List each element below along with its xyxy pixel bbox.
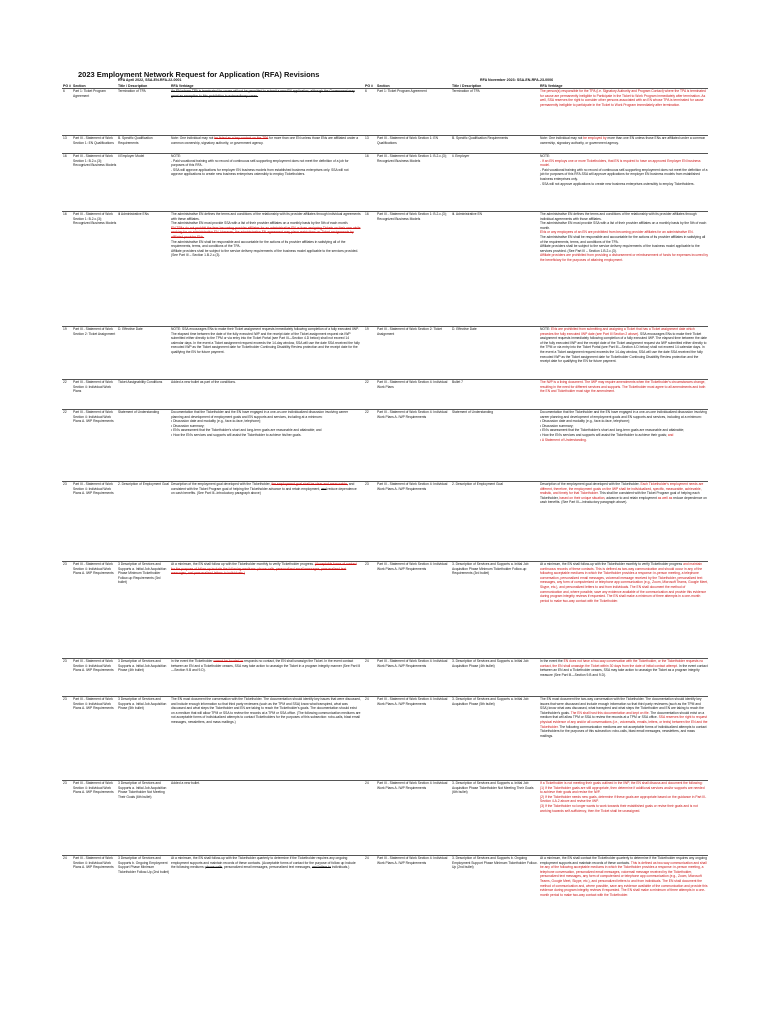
right-title: 3. Description of Services and Supports a. Initial Job Acquisition Phase Minimum Ticketholder Follow-up Requirements (3rd bullet) bbox=[452, 562, 529, 576]
verbiage-segment: and letters to bbox=[311, 865, 331, 870]
verbiage-segment: - Paid vocational training with no record of continuous self-supporting employment does not meet the definition of a job for purposes of this RFA.SSA will approve applications for employer EN business models from established business enterprises only. - SSA will not approve applications to create new business enterprises ostensibly to employ Ticketholders. bbox=[540, 167, 708, 186]
verbiage-segment: NOTE: bbox=[540, 154, 551, 158]
left-title: 3 Description of Services and Supports a. Initial Job Acquisition Phase Ticketholder Not Meeting Their Goals (6th bullet) bbox=[118, 781, 167, 799]
left-section: Part III - Statement of Work Section 4: Individual Work Plans A. IWP Requirements bbox=[73, 856, 114, 870]
right-verbiage bbox=[540, 856, 708, 956]
left-title: 3 Description of Services and Supports a. Initial Job Acquisition Phase (4th bullet) bbox=[118, 659, 167, 673]
col-section-left: Section bbox=[73, 84, 86, 88]
right-verbiage bbox=[540, 154, 708, 208]
table-row bbox=[62, 410, 708, 478]
left-title: iii Administrative ENs bbox=[118, 212, 149, 216]
table-row bbox=[62, 154, 708, 208]
col-verbiage-left: RFA Verbiage bbox=[171, 84, 194, 88]
right-section: Part III - Statement of Work Section 1: B.2.c.(3); Recognized Business Models bbox=[377, 212, 447, 221]
row-divider bbox=[62, 696, 708, 697]
left-title: 3 Description of Services and Supports a. Initial Job Acquisition Phase Minimum Ticketholder Follow-up Requirements (3rd bullet) bbox=[118, 562, 167, 585]
verbiage-segment: The person(s) responsible for the TPA (i.e. Signatory Authority and Program Contact) where the TPA is terminated for cause are permanently ineligible to Participate in the Ticket to Work Program immediately after termination. As well, SSA reserves the right to consider other persons associated with an EN whose TPA is terminated for cause permanently ineligible to participate in the Ticket to Work Program immediately after termination. bbox=[540, 89, 706, 107]
right-page-number bbox=[365, 781, 375, 852]
left-section: Part III - Statement of Work Section 1: B.2.c.(3); Recognized Business Models bbox=[73, 154, 117, 168]
left-title: 3 Description of Services and Supports b. Ongoing Employment Support Phase Minimum Ticketholder Follow-Up (2nd bullet) bbox=[118, 856, 170, 874]
verbiage-segment: The administrative EN defines the terms and conditions of the relationship with its provider affiliates through individual agreements with these affiliates. The administrative EN must provide SSA with a list of their provider affiliates on a monthly basis by the 5th of each month. bbox=[171, 212, 361, 226]
right-section: Part III - Statement of Work Section 1: EN Qualifications bbox=[377, 136, 438, 145]
right-verbiage bbox=[540, 89, 708, 132]
right-verbiage bbox=[540, 659, 708, 693]
col-verbiage-right: RFA Verbiage bbox=[540, 84, 563, 88]
right-page-number: 23 bbox=[365, 562, 369, 566]
verbiage-segment: The administrative EN shall be responsible and accountable for the actions of its provider affiliates in satisfying all of the requirements, terms, and conditions of the TPA. Affiliate providers shall be subject to the service delivery requirements of the business model applicable to the services provided. (See Part III – Section 1.B.2.c.(3). bbox=[540, 234, 706, 253]
row-divider bbox=[62, 481, 708, 482]
right-section: Part III - Statement of Work Section 4: Individual Work Plans A. IWP Requirements bbox=[377, 482, 448, 491]
verbiage-segment: An EN whose TPA is terminated for cause will not be permitted to submit a new EN application, although the Government may grant an exception to this prohibition in extraordinary cases. bbox=[171, 89, 355, 98]
right-page-number: 19 bbox=[365, 327, 369, 331]
document-title: 2023 Employment Network Request for Application (RFA) Revisions bbox=[78, 70, 320, 79]
verbiage-segment: Description of the employment goal developed with the Ticketholder, bbox=[171, 482, 272, 486]
left-section: Part 1: Ticket Program Agreement bbox=[73, 89, 106, 98]
left-verbiage bbox=[171, 154, 361, 208]
left-page-number: 16 bbox=[63, 212, 67, 216]
verbiage-segment: and bbox=[321, 486, 327, 491]
verbiage-segment: reduce dependence on cash benefits. (See Part III--introductory paragraph above) bbox=[171, 486, 357, 496]
right-title: Statement of Understanding bbox=[452, 410, 494, 414]
verbiage-segment: and consistent with the Ticket Program goal of helping the Ticketholder advance to and retain employment, bbox=[171, 482, 355, 491]
table-row bbox=[62, 697, 708, 777]
right-section: Part III - Statement of Work Section 2: Ticket Assignment bbox=[377, 327, 442, 336]
right-section: Part III - Statement of Work Section 4: Individual Work Plans A. IWP Requirements bbox=[377, 562, 448, 571]
right-verbiage bbox=[540, 327, 708, 376]
left-verbiage bbox=[171, 781, 361, 852]
verbiage-segment: more than one EN unless those ENs are affiliated under a common ownership, signatory authority, or government agency. bbox=[540, 136, 706, 145]
left-title: Ticket Assignability Conditions bbox=[118, 380, 163, 384]
right-title: 3. Description of Services and Supports a. Initial Job Acquisition Phase Ticketholder Not Meeting Their Goals (6th bullet) bbox=[452, 781, 534, 795]
left-verbiage bbox=[171, 697, 361, 777]
left-verbiage bbox=[171, 410, 361, 478]
left-verbiage bbox=[171, 89, 361, 132]
row-divider bbox=[62, 855, 708, 856]
right-title: Termination of TPA bbox=[452, 89, 480, 93]
table-row bbox=[62, 482, 708, 558]
verbiage-segment: At a minimum, the EN shall follow up with the Ticketholder monthly to verify Ticketholder progress. bbox=[171, 562, 315, 566]
verbiage-segment: The following communication mediums are not acceptable forms of individualized attempts to contact Ticketholders for the purposes of this subsection: robo-calls, blast email messages, newsletters, and mass mailings. bbox=[540, 724, 707, 738]
left-section: Part III - Statement of Work Section 4: Individual Work Plans A. IWP Requirements bbox=[73, 482, 114, 496]
right-page-number: 22 bbox=[365, 410, 369, 414]
row-divider bbox=[62, 409, 708, 410]
right-section: Part III - Statement of Work Section 4: Individual Work Plans A. IWP Requirements bbox=[377, 856, 448, 865]
right-section: Part III - Statement of Work Section 4: Individual Work Plans A. IWP Requirements bbox=[377, 410, 448, 419]
verbiage-segment: EN TPAs do not prohibit the fees becoming provider affiliates for an administrative EN or from assigning Tickets on their own while working for an administrative EN. However, the administrative EN agreement may place restrictions on Ticket assignments by affiliated provider ENs. bbox=[171, 225, 361, 239]
right-title: D. Effective Date bbox=[452, 327, 477, 331]
left-page-number: 22 bbox=[63, 380, 67, 384]
verbiage-segment: EN does not have a two-way conversation with the Ticketholder, or the Ticketholder requests no contact, the EN shall unassign the Ticket bbox=[540, 659, 704, 668]
verbiage-segment: based on their unique situation, bbox=[559, 495, 606, 500]
verbiage-segment: The EN must document the conversation with the Ticketholder. The documentation should identify key issues that were discussed, and include enough information so that third party reviewers (such as the TPM and SSA) know what transpired, what was discussed and what steps the Ticketholder and EN are taking to reach the Ticketholder's goals. The documentation should exist on a medium that will allow TPM or SSA to review the records at a TPM or SSA office. (The following communication mediums are not acceptable forms of individualized attempts to contact Ticketholders for the purposes of this subsection: robo-calls, blast email messages, newsletters, and mass mailings.) bbox=[171, 697, 361, 724]
left-section: Part III - Statement of Work Section 4: Individual Work Plans A. IWP Requirements bbox=[73, 410, 114, 424]
verbiage-segment: The EN shall host this documentation and kept on file. bbox=[570, 710, 650, 715]
left-title: 2. Description of Employment Goal bbox=[118, 482, 169, 486]
left-verbiage bbox=[171, 659, 361, 693]
verbiage-segment: NOTE: - Paid vocational training with no record of continuous self-supporting employment does not meet the definition of a job for purposes of this RFA. - SSA will approve applications for employer EN business models from established business enterprises only. SSA will not approve applications to create new business enterprises ostensibly to employ Ticketholders. bbox=[171, 154, 349, 177]
col-pg-left: PG # bbox=[63, 84, 71, 88]
left-page-number: 23 bbox=[63, 562, 67, 566]
verbiage-segment: In the event the Ticketholder bbox=[171, 659, 214, 663]
left-title: Statement of Understanding bbox=[118, 410, 160, 414]
right-verbiage bbox=[540, 380, 708, 406]
verbiage-segment: This shall be consistent with the Ticket Program goal of helping each Ticketholder, bbox=[540, 491, 700, 500]
left-page-number: 22 bbox=[63, 410, 67, 414]
left-verbiage bbox=[171, 562, 361, 655]
right-page-number: 23 bbox=[365, 482, 369, 486]
verbiage-segment: The administrative EN shall be responsible and accountable for the actions of its provider affiliates in satisfying all of the requirements, terms, and conditions of the TPA. Affiliate providers shall be subject to the service delivery requirements of the business model applicable to the services provided. (See Part III – Section 1.B.2.c.(3). bbox=[171, 239, 359, 258]
verbiage-segment: At a minimum, the EN shall contact the Ticketholder quarterly to determine if the Ticketholder requires any ongoing employment supports and maintain records of these contacts. bbox=[540, 856, 707, 865]
row-divider bbox=[62, 135, 708, 136]
verbiage-segment: ENs or any employees of an EN are prohibited from becoming provider affiliates for an administrative EN. bbox=[540, 230, 694, 235]
right-title: B. Specific Qualification Requirements bbox=[452, 136, 509, 140]
verbiage-segment: Note: One individual may not bbox=[540, 136, 584, 140]
left-title: 3 Description of Services and Supports a. Initial Job Acquisition Phase (5th bullet) bbox=[118, 697, 167, 711]
verbiage-segment: the employment goal shall be clear and measurable, bbox=[271, 482, 348, 486]
right-page-number: 24 bbox=[365, 659, 369, 663]
right-section: Part III - Statement of Work Section 1: B.2.c.(3); Recognized Business Models bbox=[377, 154, 447, 163]
verbiage-segment: The administrative EN defines the terms and conditions of the relationship with its provider affiliates through individual agreements with those affiliates. The administrative EN must provide SSA with a list of their provider affiliates on a monthly basis by the 5th of each month. bbox=[540, 212, 707, 230]
right-title: Bullet 7 bbox=[452, 380, 463, 384]
verbiage-segment: individuals.) bbox=[331, 865, 350, 870]
left-page-number: 23 bbox=[63, 781, 67, 785]
table-row bbox=[62, 327, 708, 376]
verbiage-segment: If a Ticketholder is not meeting their goals outlined in the IWP, the EN shall discuss and document the following: (1) If the Ticketholder goals are still appropriate, then determine if additional services and/or supports are needed to achieve their goals and revise the IWP. (2) If the Ticketholder needs new goals, determine if these goals are appropriate based on the guidance in Part III-Section 4.A.2 above and revise the IWP. (3) If the Ticketholder no longer wants to work towards their established goals or revise their goals and is not working towards self-sufficiency, then the Ticket shall be unassigned. bbox=[540, 781, 707, 813]
left-page-number: 23 bbox=[63, 697, 67, 701]
verbiage-segment: NOTE: bbox=[540, 327, 551, 331]
left-page-number: 16 bbox=[63, 154, 67, 158]
right-section bbox=[377, 781, 451, 852]
left-section: Part III - Statement of Work Section 4: Individual Work Plans bbox=[73, 380, 113, 394]
verbiage-segment: advance to and retain employment bbox=[605, 495, 658, 500]
left-verbiage bbox=[171, 380, 361, 406]
left-section: Part III - Statement of Work Section 1: B.2.c.(3); Recognized Business Models bbox=[73, 212, 117, 226]
row-divider bbox=[62, 658, 708, 659]
verbiage-segment: This is defined as two-way communication and shall be any of the following acceptable mediums in which the Ticketholder provides a response: in-person meeting, a telephone conversation, personalized email messages, voicemail message received by the Ticketholder, personalized text messages, any form of computerized or telephone app communication (e.g., Zoom, Microsoft Teams, Google Meet, Skype, etc.), and personalized letters to and from individuals. The EN shall document the method of communication and, where possible, save any evidence available of the communication and provide this evidence during program integrity reviews if requested. The EN shall make a minimum of three attempts in a one-month period to make two-way contact with the Ticketholder. bbox=[540, 860, 708, 897]
table-row bbox=[62, 856, 708, 956]
left-verbiage bbox=[171, 327, 361, 376]
right-title: ii. Employer bbox=[452, 154, 470, 158]
verbiage-segment: within 30 days from the date of initial contact attempt. bbox=[600, 663, 678, 668]
verbiage-segment: Note: One individual may not bbox=[171, 136, 215, 140]
left-title: D. Effective Date bbox=[118, 327, 143, 331]
left-page-number: 6 bbox=[63, 89, 65, 93]
verbiage-segment: Documentation that the Ticketholder and the EN have engaged in a one-on-one individualized discussion involving career planning and development of employment goals and EN supports and services, including at a minimum: • Discussion date and modality (e.g., face-to-face, telephone); • Discussion summary; • EN's assessment that the Ticketholder's short and long-term goals are reasonable and attainable; and • How the EN's services and supports will assist the Ticketholder to achieve his/her goals. bbox=[171, 410, 349, 437]
row-divider bbox=[62, 379, 708, 380]
verbiage-segment: - If an EN employs one or more Ticketholders, that EN is required to have an approved Employer EN business model. bbox=[540, 158, 701, 168]
right-version-header: RFA November 2023: SSA-EN-RFA-23-0006 bbox=[480, 78, 554, 82]
right-page-number: 24 bbox=[365, 781, 369, 785]
row-divider bbox=[62, 780, 708, 781]
right-title: 3. Description of Services and Supports b. Ongoing Employment Support Phase Minimum Ticketholder Follow-Up (2nd bullet) bbox=[452, 856, 538, 870]
row-divider bbox=[62, 561, 708, 562]
left-title: Termination of TPA bbox=[118, 89, 146, 93]
right-title: iii. Administrative EN bbox=[452, 212, 483, 216]
table-row bbox=[62, 380, 708, 406]
left-page-number: 19 bbox=[63, 327, 67, 331]
left-page-number: 23 bbox=[63, 659, 67, 663]
verbiage-segment: In the event the bbox=[540, 659, 564, 663]
verbiage-segment: ENs are prohibited from submitting and assigning a Ticket that has a Ticket assignment date which precedes the fully executed IWP date (see Part III Section 2 above). bbox=[540, 327, 695, 336]
left-section: Part III - Statement of Work Section 4: Individual Work Plans A. IWP Requirements bbox=[73, 562, 114, 576]
table-row bbox=[62, 659, 708, 693]
verbiage-segment: for more than one EN unless those ENs are affiliated under a common ownership, signatory authority, or government agency. bbox=[171, 136, 359, 145]
row-divider bbox=[62, 153, 708, 154]
right-page-number: 16 bbox=[365, 154, 369, 158]
col-title-left: Title / Description bbox=[118, 84, 148, 88]
right-section: Part III - Statement of Work Section 4: Individual Work Plans bbox=[377, 380, 448, 389]
right-verbiage bbox=[540, 212, 708, 323]
right-title bbox=[452, 781, 538, 852]
verbiage-segment: , personalized email messages, personalized text messages, bbox=[222, 865, 312, 870]
verbiage-segment: Each Ticketholder's employment needs are different, therefore, the employment goals on the IWP shall be individualized, specific, measurable, achievable, realistic, and timely for that Ticketholder. bbox=[540, 482, 704, 496]
left-section: Part III - Statement of Work Section 4: Individual Work Plans A. IWP Requirements bbox=[73, 781, 114, 795]
right-title: 3. Description of Services and Supports a. Initial Job Acquisition Phase (5th bullet) bbox=[452, 697, 529, 706]
col-title-right: Title / Description bbox=[452, 84, 482, 88]
right-verbiage bbox=[540, 562, 708, 655]
verbiage-segment: be employed by bbox=[583, 136, 607, 140]
verbiage-segment: Documentation that the Ticketholder and the EN have engaged in a one-on-one individualized discussion involving career planning and development of employment goals and EN supports and services, including at a minimum: • Discussion date and modality (e.g., face-to-face, telephone); • Discussion summary; • EN's assessment that the Ticketholder's short and long-term goals are reasonable and attainable; • How the EN's services and supports will assist the Ticketholder to achieve their goals; bbox=[540, 410, 707, 437]
verbiage-segment: be listed as a key contact on the TPA bbox=[214, 136, 269, 140]
verbiage-segment: The EN must document the two-way conversation with the Ticketholder. The documentation should identify key issues that were discussed and include enough information so that third party reviewers (such as the TPM and SSA) know what was discussed, what transpired and what steps the Ticketholder and EN are taking to reach the Ticketholder's goals. bbox=[540, 697, 704, 715]
right-section: Part III - Statement of Work Section 4: Individual Work Plans A. IWP Requirements bbox=[377, 697, 448, 706]
table-row bbox=[62, 89, 708, 132]
verbiage-segment: Added a new bullet. bbox=[171, 781, 200, 785]
verbiage-segment: as well as bbox=[657, 495, 673, 500]
verbiage-segment: and • A Statement of Understanding. bbox=[540, 432, 674, 442]
col-pg-right: PG # bbox=[365, 84, 373, 88]
right-section: Part III - Statement of Work Section 4: Individual Work Plans A. IWP Requirements bbox=[377, 659, 448, 668]
left-page-number: 13 bbox=[63, 136, 67, 140]
verbiage-segment: In the event contact between an EN and a Ticketholder ceases, SSA may take action to unassign the Ticket as a program integrity measure (See Part III—Section 9.B and 9.D). bbox=[540, 663, 708, 677]
verbiage-segment: responds no contact, the EN shall unassign the Ticket. In the event contact between an EN and a Ticketholder ceases, SSA may take action to unassign the Ticket in a program integrity manner (See Part III—Section 9.B and 9.D). bbox=[171, 659, 361, 673]
table-row bbox=[62, 562, 708, 655]
right-page-number: 24 bbox=[365, 856, 369, 860]
left-title: ii Employer Model bbox=[118, 154, 145, 158]
left-verbiage bbox=[171, 856, 361, 956]
left-section: Part III - Statement of Work Section 1: EN Qualifications bbox=[73, 136, 114, 145]
right-page-number: 16 bbox=[365, 212, 369, 216]
left-page-number: 24 bbox=[63, 856, 67, 860]
right-verbiage bbox=[540, 482, 708, 558]
verbiage-segment: At a minimum, the EN shall follow-up with the Ticketholder quarterly to determine if the Ticketholder requires any ongoing employment supports and maintain records of these contacts. (Acceptable forms of contact for the purpose of follow up include the following mediums: bbox=[171, 856, 356, 870]
left-page-number: 23 bbox=[63, 482, 67, 486]
right-section: Part III - Statement of Work Section 4: Individual Work Plans A. IWP Requirements bbox=[377, 781, 448, 790]
table-row bbox=[62, 212, 708, 323]
right-verbiage bbox=[540, 410, 708, 478]
verbiage-segment: (Acceptable forms of contact for the purpose of follow up include the following mediums: phone calls, personalized email messages, personalized text messages, and personalized letters to individuals.) bbox=[171, 562, 357, 576]
verbiage-segment: Added a new bullet as part of the conditions. bbox=[171, 380, 236, 384]
right-title: 3. Description of Services and Supports a. Initial Job Acquisition Phase (4th bullet) bbox=[452, 659, 529, 668]
right-page-number: 13 bbox=[365, 136, 369, 140]
table-row bbox=[62, 781, 708, 852]
verbiage-segment: Description of the employment goal developed with the Ticketholder. bbox=[540, 482, 641, 486]
verbiage-segment: The IWP is a living document. The IWP may require amendments when the Ticketholder's circumstances change, resulting in the need for different services and supports. The Ticketholder must agree to all amendments and both the EN and Ticketholder must sign the amendment. bbox=[540, 380, 706, 394]
right-title: 2. Description of Employment Goal bbox=[452, 482, 503, 486]
col-section-right: Section bbox=[377, 84, 390, 88]
left-section: Part III - Statement of Work Section 4: Individual Work Plans A. IWP Requirements bbox=[73, 659, 114, 673]
left-section: Part III - Statement of Work Section 4: Individual Work Plans A. IWP Requirements bbox=[73, 697, 114, 711]
verbiage-segment: SSA reserves the right to request physical evidence of any and/or all conversations (i.e., voicemails, emails, letters, or texts) between the EN and the Ticketholder. bbox=[540, 715, 708, 729]
left-verbiage bbox=[171, 212, 361, 323]
left-verbiage bbox=[171, 482, 361, 558]
verbiage-segment: SSA encourages ENs to make their Ticket assignment requests immediately following completion of a fully executed IWP. The elapsed time between the date of the fully executed IWP and the receipt date of the Ticket assignment request via IWP submitted either directly to the TPM or via entry into the Ticket Portal (see Part III—Section 4.D below) shall not exceed 14 calendar days. In the event a Ticket assignment request exceeds the 14-day window, SSA will use the date SSA received the fully executed IWP as the Ticket assignment date for Ticketholder Continuing Disability Review protection and the receipt date for qualifying the EN for future payment. bbox=[540, 331, 708, 364]
verbiage-segment: reduce dependence on cash benefits. (See Part III—introductory paragraph above). bbox=[540, 495, 707, 505]
verbiage-segment: cannot be located or bbox=[213, 659, 244, 663]
right-verbiage bbox=[540, 781, 708, 852]
verbiage-segment: At a minimum, the EN shall follow-up with the Ticketholder monthly to verify Ticketholder progress bbox=[540, 562, 684, 566]
verbiage-segment: Affiliate providers are prohibited from providing a disbursement or reimbursement of funds for expenses incurred by the beneficiary for the purposes of attaining employment. bbox=[540, 253, 708, 262]
right-section: Part 1: Ticket Program Agreement bbox=[377, 89, 427, 93]
right-page-number: 24 bbox=[365, 697, 369, 701]
row-divider bbox=[62, 211, 708, 212]
left-section: Part III - Statement of Work Section 2: Ticket Assignment bbox=[73, 327, 116, 336]
row-divider bbox=[62, 326, 708, 327]
right-page-number: 22 bbox=[365, 380, 369, 384]
right-page-number: 6 bbox=[365, 89, 367, 93]
verbiage-segment: phone calls bbox=[205, 865, 223, 870]
right-verbiage bbox=[540, 697, 708, 777]
verbiage-segment: and maintain continuous records of these contacts. This is defined as two-way communication and should occur in any of the following acceptable mediums in which the Ticketholder provides a response: in-person meeting, a telephone conversation, personalized email messages, voicemail message received by the Ticketholder, personalized text messages, any form of computerized or telephone app communication (e.g., Zoom, Microsoft Teams, Google Meet, Skype, etc.), and personalized letters to and from individuals. The EN shall document the method of communication and, where possible, save any evidence available of the communication and provide this evidence during program integrity reviews if requested. The EN shall make a minimum of three attempts in a one-month period to make two-way contact with the Ticketholder. bbox=[540, 562, 708, 603]
verbiage-segment: NOTE: SSA encourages ENs to make their Ticket assignment requests immediately following completion of a fully executed IWP. The elapsed time between the date of the fully executed IWP and the receipt date of the Ticket assignment request via IWP submitted either directly to the TPM or via entry into the Ticket Portal (see Part III—Section 4.D below) shall not exceed 14 calendar days. In the event a Ticket assignment request exceeds the 14-day window, SSA will use the date SSA received the fully executed IWP as the Ticket assignment date for Ticketholder Continuing Disability Review protection and the receipt date for the qualifying the EN for future payment. bbox=[171, 327, 360, 354]
left-version-header: RFA April 2022, SSA-EN-RFA-22-0001 bbox=[118, 78, 182, 82]
verbiage-segment: The documentation should exist on a medium that will allow TPM or SSA to review the records at a TPM or SSA office. bbox=[540, 710, 705, 720]
left-title: B. Specific Qualification Requirements bbox=[118, 136, 153, 145]
